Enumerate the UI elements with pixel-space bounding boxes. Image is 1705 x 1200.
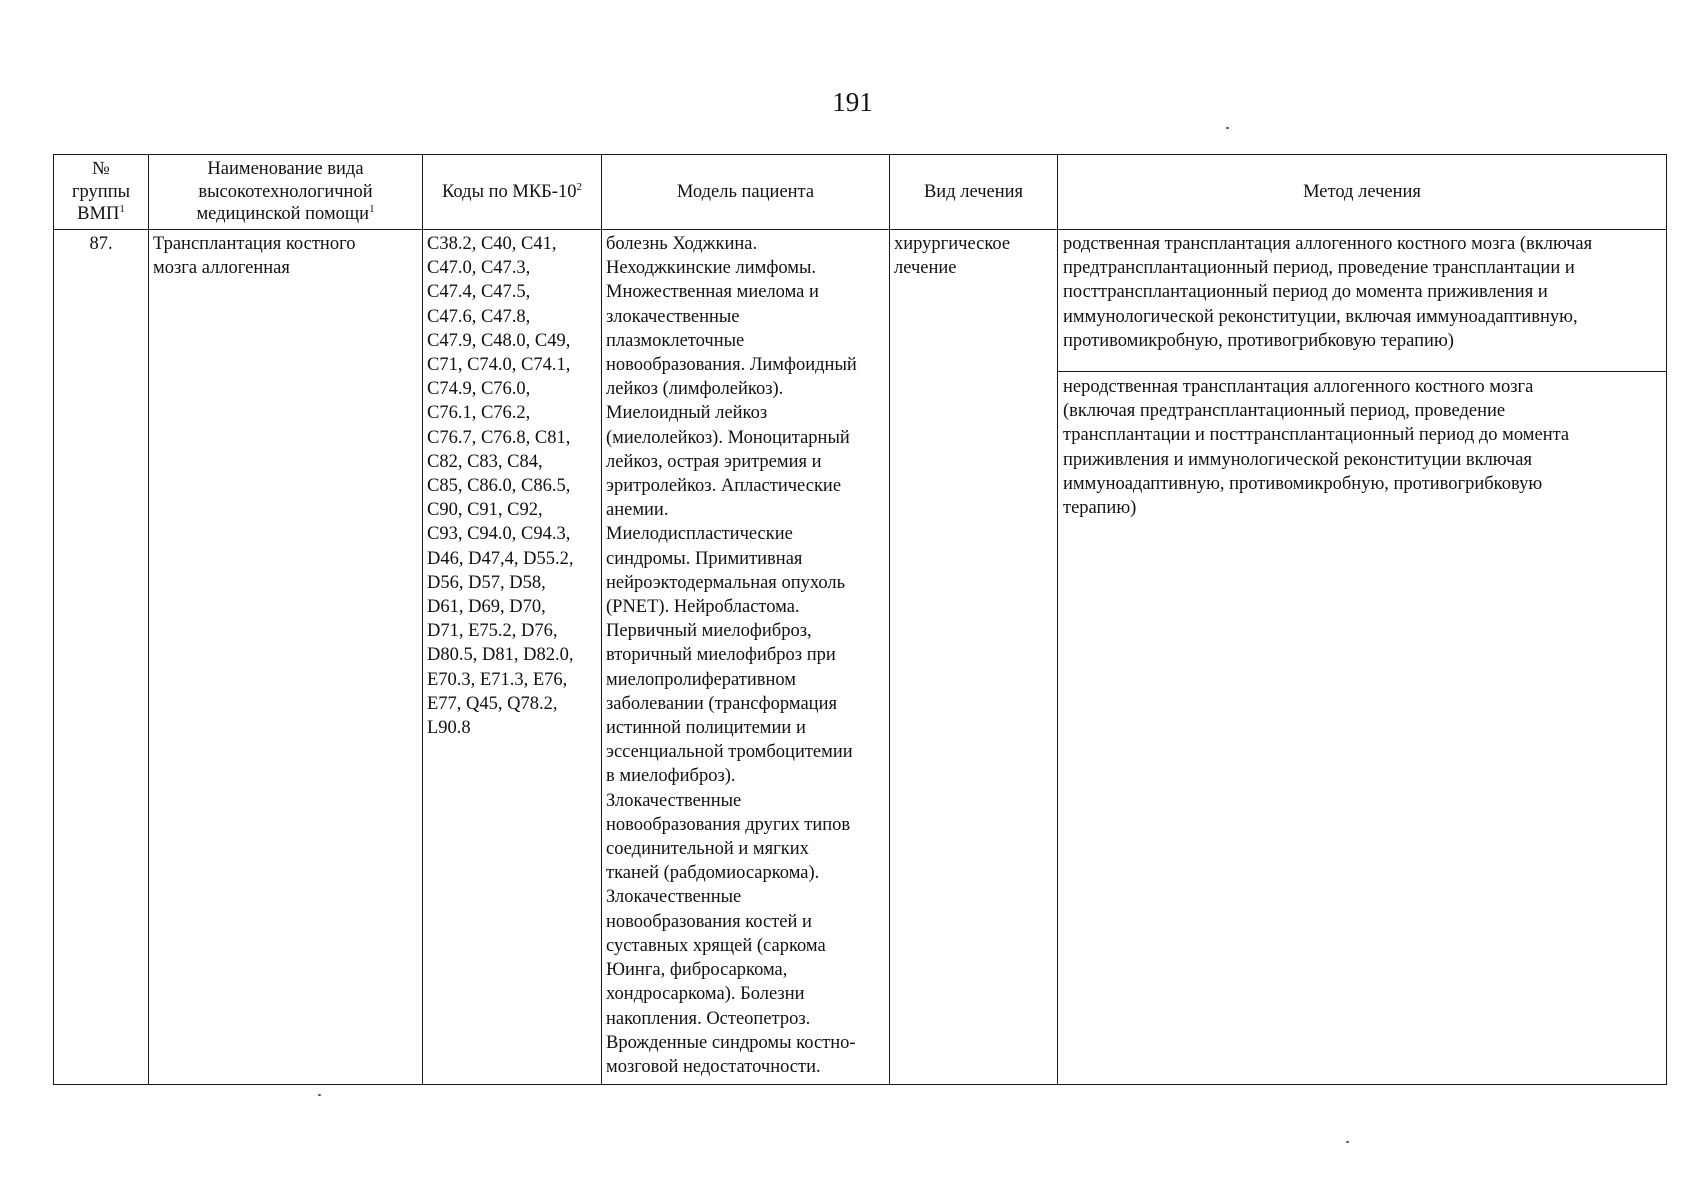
treatment-kind-line: лечение	[894, 258, 957, 279]
page-number: 191	[832, 87, 873, 117]
header-care-type-line: Наименование вида	[207, 159, 364, 180]
icd-code-line: E77, Q45, Q78.2,	[427, 693, 558, 714]
patient-model-line: Первичный миелофиброз,	[606, 621, 812, 642]
patient-model-line: хондросаркома). Болезни	[606, 984, 805, 1005]
header-treatment-method: Метод лечения	[1058, 155, 1667, 230]
method-line: терапию)	[1063, 498, 1137, 519]
method-line: родственная трансплантация аллогенного костного мозга (включая	[1063, 234, 1593, 254]
treatment-kind-line: хирургическое	[894, 234, 1011, 254]
care-type-cell	[149, 230, 423, 1085]
header-group-number	[54, 155, 149, 230]
icd-code-line: D61, D69, D70,	[427, 597, 546, 618]
icd-code-line: C71, C74.0, C74.1,	[427, 355, 571, 376]
icd-code-line: C76.1, C76.2,	[427, 403, 531, 424]
patient-model-line: Юинга, фибросаркома,	[606, 960, 788, 981]
icd-code-line: C38.2, C40, C41,	[427, 234, 557, 254]
patient-model-line: злокачественные	[606, 306, 740, 327]
icd-code-line: C47.0, C47.3,	[427, 258, 531, 279]
method-line: трансплантации и посттрансплантационный период до момента	[1063, 425, 1570, 446]
patient-model-line: лейкоз, острая эритремия и	[606, 451, 822, 472]
patient-model-line: мозговой недостаточности.	[606, 1056, 821, 1077]
patient-model-line: Неходжкинские лимфомы.	[606, 258, 816, 279]
header-care-type	[149, 155, 423, 230]
method-line: приживления и иммунологической реконституции включая	[1063, 449, 1532, 470]
method-line: иммуноадаптивную, противомикробную, противогрибковую	[1063, 473, 1543, 494]
patient-model-line: (миелолейкоз). Моноцитарный	[606, 427, 850, 448]
icd-code-line: C90, C91, C92,	[427, 500, 543, 521]
icd-code-line: C74.9, C76.0,	[427, 379, 531, 400]
scan-speck	[1226, 127, 1229, 129]
header-group-number-line: ВМП	[77, 204, 120, 225]
icd-code-line: C93, C94.0, C94.3,	[427, 524, 571, 545]
icd-code-line: D71, E75.2, D76,	[427, 621, 558, 642]
patient-model-line: тканей (рабдомиосаркома).	[606, 863, 820, 884]
header-care-type-line: высокотехнологичной	[198, 181, 373, 202]
scan-speck	[1346, 1141, 1349, 1143]
method-line: посттрансплантационный период до момента приживления и	[1063, 282, 1548, 303]
patient-model-line: истинной полицитемии и	[606, 718, 806, 739]
patient-model-line: эритролейкоз. Апластические	[606, 476, 842, 497]
method-line: иммунологической реконституции, включая иммуноадаптивную,	[1063, 306, 1578, 327]
care-type-line: мозга аллогенная	[153, 258, 290, 279]
vmp-table	[53, 154, 1667, 1085]
treatment-method-cell	[1058, 230, 1667, 1085]
header-group-number-line: №	[92, 159, 110, 180]
patient-model-cell	[602, 230, 890, 1085]
footnote-mark: 1	[119, 203, 125, 216]
icd-code-line: C47.9, C48.0, C49,	[427, 330, 571, 351]
header-icd-codes-label: Коды по МКБ-10	[442, 181, 577, 202]
patient-model-line: синдромы. Примитивная	[606, 548, 803, 569]
header-treatment-kind: Вид лечения	[890, 155, 1058, 230]
scan-speck	[318, 1094, 321, 1096]
method-line: неродственная трансплантация аллогенного костного мозга	[1063, 377, 1534, 397]
patient-model-line: новообразования костей и	[606, 911, 812, 932]
method-related-transplant	[1058, 230, 1666, 372]
patient-model-line: Миелоидный лейкоз	[606, 403, 768, 424]
patient-model-line: соединительной и мягких	[606, 839, 809, 860]
patient-model-line: заболевании (трансформация	[606, 693, 837, 714]
icd-code-line: D46, D47,4, D55.2,	[427, 548, 574, 569]
patient-model-line: новообразования. Лимфоидный	[606, 355, 857, 376]
header-group-number-line: группы	[71, 181, 131, 202]
icd-code-line: C85, C86.0, C86.5,	[427, 476, 571, 497]
method-unrelated-transplant	[1058, 372, 1666, 524]
patient-model-line: накопления. Остеопетроз.	[606, 1008, 811, 1029]
patient-model-line: нейроэктодермальная опухоль	[606, 572, 846, 593]
method-line: противомикробную, противогрибковую терапию)	[1063, 330, 1454, 351]
patient-model-line: Злокачественные	[606, 887, 742, 908]
patient-model-line: миелопролиферативном	[606, 669, 796, 690]
patient-model-line: плазмоклеточные	[606, 330, 745, 351]
footnote-mark: 2	[576, 180, 582, 193]
patient-model-line: лейкоз (лимфолейкоз).	[606, 379, 784, 400]
patient-model-line: анемии.	[606, 500, 669, 521]
method-line: (включая предтрансплантационный период, проведение	[1063, 401, 1506, 422]
patient-model-line: Множественная миелома и	[606, 282, 819, 303]
icd-codes-cell	[423, 230, 602, 1085]
footnote-mark: 1	[369, 203, 375, 216]
patient-model-line: Миелодиспластические	[606, 524, 793, 545]
patient-model-line: суставных хрящей (саркома	[606, 935, 826, 956]
icd-code-line: C82, C83, C84,	[427, 451, 543, 472]
patient-model-line: Злокачественные	[606, 790, 742, 811]
patient-model-line: (PNET). Нейробластома.	[606, 597, 800, 618]
patient-model-line: вторичный миелофиброз при	[606, 645, 836, 666]
patient-model-line: новообразования других типов	[606, 814, 851, 835]
header-icd-codes	[423, 155, 602, 230]
patient-model-line: Врожденные синдромы костно-	[606, 1032, 856, 1053]
patient-model-line: в миелофиброз).	[606, 766, 736, 787]
icd-code-line: C47.6, C47.8,	[427, 306, 531, 327]
icd-code-line: E70.3, E71.3, E76,	[427, 669, 568, 690]
header-care-type-line: медицинской помощи	[196, 204, 370, 225]
patient-model-line: болезнь Ходжкина.	[606, 234, 758, 254]
icd-code-line: L90.8	[427, 718, 471, 739]
header-patient-model: Модель пациента	[602, 155, 890, 230]
icd-code-line: C47.4, C47.5,	[427, 282, 531, 303]
icd-code-line: D56, D57, D58,	[427, 572, 546, 593]
method-line: предтрансплантационный период, проведение трансплантации и	[1063, 258, 1575, 279]
icd-code-line: D80.5, D81, D82.0,	[427, 645, 574, 666]
icd-code-line: C76.7, C76.8, C81,	[427, 427, 571, 448]
patient-model-line: эссенциальной тромбоцитемии	[606, 742, 853, 763]
table-row	[54, 230, 1667, 1085]
group-number-cell: 87.	[54, 230, 149, 1085]
care-type-line: Трансплантация костного	[153, 234, 356, 254]
treatment-kind-cell	[890, 230, 1058, 1085]
table-header-row	[54, 155, 1667, 230]
